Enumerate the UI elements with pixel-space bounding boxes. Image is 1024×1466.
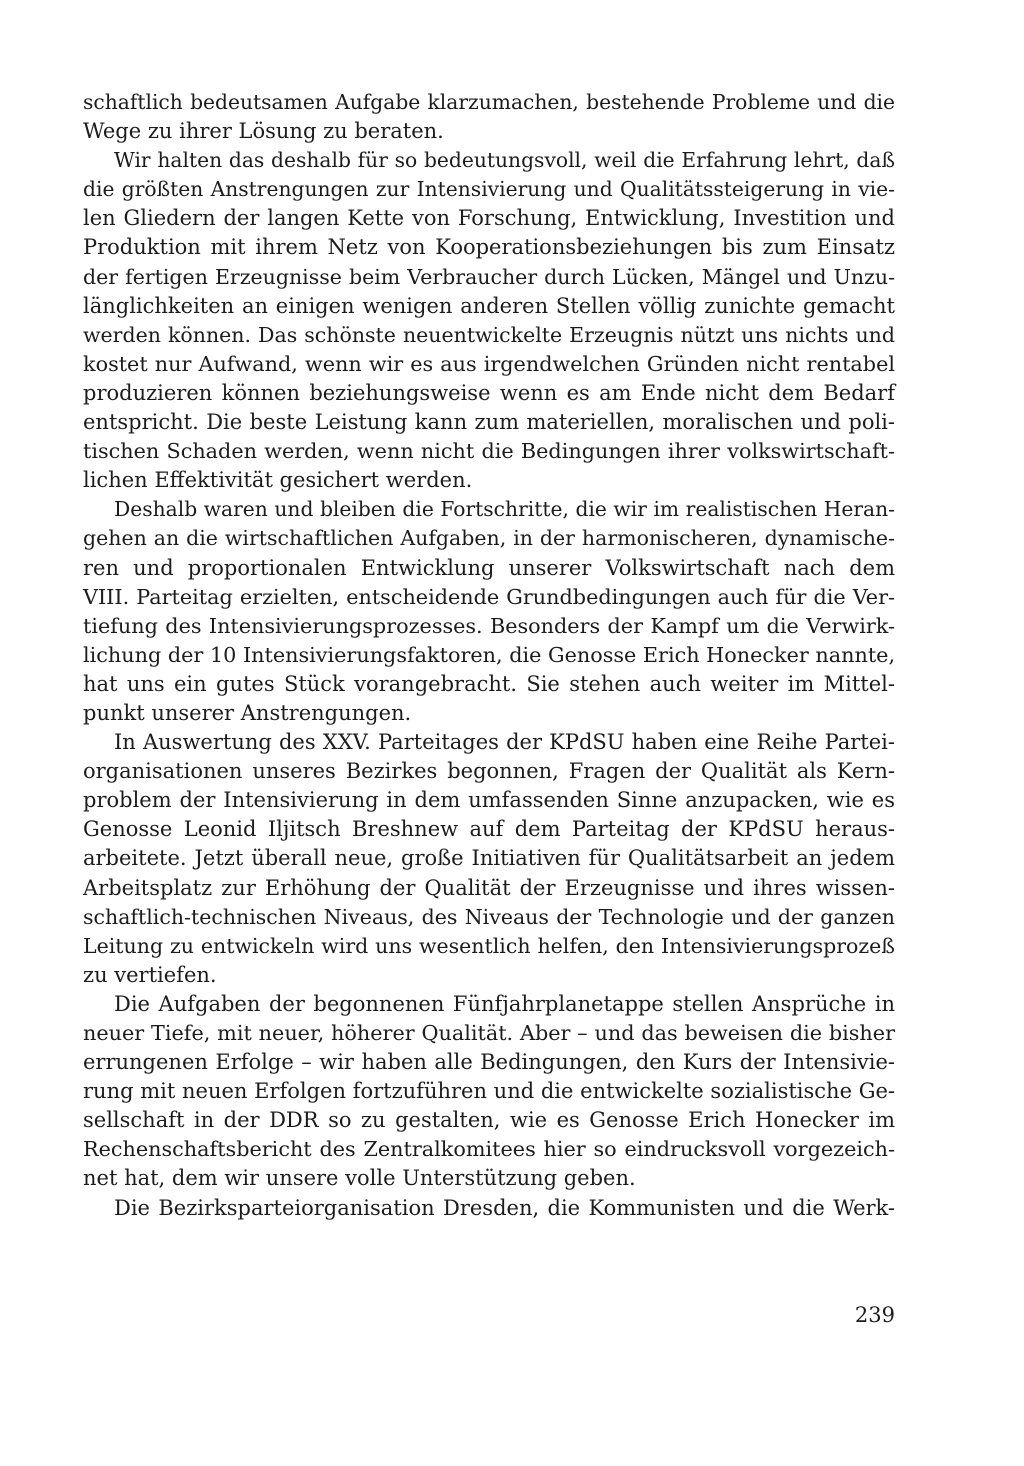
text-line: Die Aufgaben der begonnenen Fünfjahrplanetappe stellen Ansprüche in — [114, 991, 895, 1016]
text-line: errungenen Erfolge – wir haben alle Bedingungen, den Kurs der Intensivie- — [83, 1050, 895, 1075]
text-line: Produktion mit ihrem Netz von Kooperationsbeziehungen bis zum Einsatz — [83, 235, 895, 260]
text-line: organisationen unseres Bezirkes begonnen, Fragen der Qualität als Kern- — [83, 759, 895, 784]
text-line: Wir halten das deshalb für so bedeutungsvoll, weil die Erfahrung lehrt, daß — [114, 148, 895, 173]
text-line: entspricht. Die beste Leistung kann zum materiellen, moralischen und poli- — [83, 410, 895, 435]
text-line: punkt unserer Anstrengungen. — [83, 700, 412, 725]
text-line: tiefung des Intensivierungsprozesses. Besonders der Kampf um die Verwirk- — [83, 613, 895, 638]
text-line: die größten Anstrengungen zur Intensivierung und Qualitätssteigerung in vie- — [83, 177, 895, 202]
text-line: Genosse Leonid Iljitsch Breshnew auf dem Parteitag der KPdSU heraus- — [83, 817, 895, 842]
text-line: der fertigen Erzeugnisse beim Verbraucher durch Lücken, Mängel und Unzu- — [83, 264, 895, 289]
text-line: len Gliedern der langen Kette von Forschung, Entwicklung, Investition und — [83, 206, 895, 231]
text-line: gehen an die wirtschaftlichen Aufgaben, in der harmonischeren, dynamische- — [83, 526, 895, 551]
body-text — [83, 88, 895, 1223]
text-line: Arbeitsplatz zur Erhöhung der Qualität der Erzeugnisse und ihres wissen- — [83, 875, 895, 900]
text-line: neuer Tiefe, mit neuer, höherer Qualität. Aber – und das beweisen die bisher — [83, 1021, 895, 1045]
text-line: rung mit neuen Erfolgen fortzuführen und die entwickelte sozialistische Ge- — [83, 1079, 895, 1104]
text-line: schaftlich bedeutsamen Aufgabe klarzumachen, bestehende Probleme und die — [83, 90, 895, 114]
text-line: net hat, dem wir unsere volle Unterstützung geben. — [83, 1166, 636, 1191]
text-line: Rechenschaftsbericht des Zentralkomitees hier so eindrucksvoll vorgezeich- — [83, 1137, 895, 1162]
text-line: lichen Effektivität gesichert werden. — [83, 468, 473, 493]
text-line: problem der Intensivierung in dem umfassenden Sinne anzupacken, wie es — [83, 788, 895, 813]
text-line: schaftlich-technischen Niveaus, des Niveaus der Technologie und der ganzen — [83, 904, 895, 929]
text-line: sellschaft in der DDR so zu gestalten, wie es Genosse Erich Honecker im — [83, 1108, 895, 1133]
text-line: hat uns ein gutes Stück vorangebracht. Sie stehen auch weiter im Mittel- — [83, 671, 895, 696]
text-line: ren und proportionalen Entwicklung unserer Volkswirtschaft nach dem — [83, 555, 895, 580]
text-line: Leitung zu entwickeln wird uns wesentlich helfen, den Intensivierungsprozeß — [83, 933, 895, 958]
text-line: lichung der 10 Intensivierungsfaktoren, die Genosse Erich Honecker nannte, — [83, 642, 896, 667]
text-line: zu vertiefen. — [83, 962, 217, 987]
text-line: Die Bezirksparteiorganisation Dresden, die Kommunisten und die Werk- — [114, 1195, 895, 1220]
text-line: In Auswertung des XXV. Parteitages der KPdSU haben eine Reihe Partei- — [114, 730, 895, 755]
text-line: VIII. Parteitag erzielten, entscheidende Grundbedingungen auch für die Ver- — [83, 584, 895, 609]
text-line: Deshalb waren und bleiben die Fortschritte, die wir im realistischen Heran- — [114, 497, 895, 522]
text-line: werden können. Das schönste neuentwickelte Erzeugnis nützt uns nichts und — [83, 322, 895, 347]
text-line: produzieren können beziehungsweise wenn es am Ende nicht dem Bedarf — [83, 380, 895, 405]
text-line: tischen Schaden werden, wenn nicht die Bedingungen ihrer volkswirtschaft- — [83, 439, 895, 464]
text-line: arbeitete. Jetzt überall neue, große Initiativen für Qualitätsarbeit an jedem — [83, 846, 895, 871]
text-line: kostet nur Aufwand, wenn wir es aus irgendwelchen Gründen nicht rentabel — [83, 351, 895, 376]
text-line: Wege zu ihrer Lösung zu beraten. — [83, 119, 444, 144]
text-line: länglichkeiten an einigen wenigen anderen Stellen völlig zunichte gemacht — [83, 293, 895, 318]
page-number: 239 — [854, 1303, 895, 1327]
